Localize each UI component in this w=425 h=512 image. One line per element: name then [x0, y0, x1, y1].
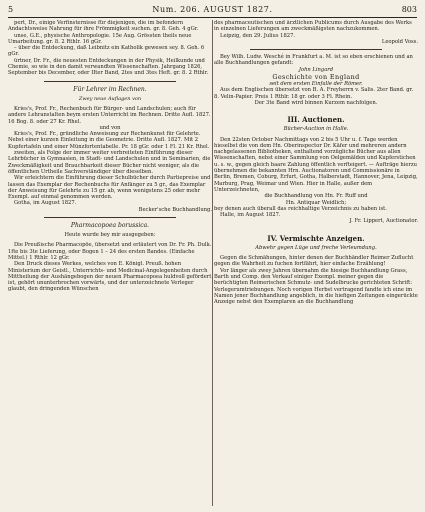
paragraph: unse, G.E., physische Anthropologie. 15e Aug. Grössten theils neue Umarbeitung. gr. 8. 2 Rthlr. 16 gGr. [8, 32, 192, 45]
paragraph: Aus dem Englischen übersetzt von B. A. Freyherrn v. Salis. 2ter Band. gr. 8. Velin-Papier. Preis 1 Rthlr. 18 gr. oder 3 Fl. Rhein. [214, 87, 414, 100]
header-left-number: 5 [8, 5, 14, 14]
place-date: Halle, im August 1827. [220, 212, 281, 219]
section-subheading: Abwehr gegen Lüge und freche Verleumdung. [255, 244, 377, 251]
paragraph: Bey Wilh. Ludw. Wesché in Frankfurt a. M. ist so eben erschienen und an alle Buchhandlungen gefandt: [214, 54, 413, 67]
author-name: John Lingard [298, 66, 334, 73]
section-heading: III. Auctionen. [287, 115, 345, 125]
divider [44, 217, 176, 218]
left-column [8, 20, 212, 293]
section-subtitle: Heute wurde bey mir ausgegeben: [64, 232, 156, 239]
paragraph: Der 3te Band wird binnen Kurzem nachfolgen. [254, 99, 378, 106]
signature: Leopold Voss. [381, 38, 418, 45]
divider [44, 81, 176, 82]
paragraph: Den 22sten October Nachmittags von 2 bis 5 Uhr u. f. Tage werden hieselbst die von dem Hn. Oberinspector Dr. Käfer und mehreren andern nachgelassenen Bibliotheken, enthaltend vorzügliche Bücher aus allen Wissenschaften, nebst einer Sammlung von Oelgemälden und Kupferstichen u. s. w., gegen gleich baare Zahlung öffentlich verfteigert. — Aufträge hierzu übernehmen die bekannten Hrn. Auctionatoren und Commissionäre in Berlin, Bremen, Coburg, Erfurt, Gotha, Halberstadt, Hannover, Jena, Leipzig, Marburg, Prag, Weimar und Wien. Hier in Halle, außer dem Unterzeichneten, [214, 136, 418, 193]
book-subtitle: seit dem ersten Einfalle der Römer. [269, 81, 363, 88]
paragraph: bey denen auch überall das reichhaltige Verzeichnis zu haben ist. [214, 205, 387, 212]
paragraph: Kries's, Prof. Fr., Rechenbuch für Bürger- und Landschulen; auch für andere Lehranstalten beym ersten Unterricht im Rechnen. Dritte Aufl. 1827. 16 Bog. 8. oder 27 Kr. Rhel. [8, 105, 211, 125]
column-divider [212, 20, 213, 506]
book-title: Geschichte von England [272, 73, 360, 82]
signature: Becker'sche Buchhandlung. [138, 206, 212, 213]
section-title: Pharmacopoea borussica. [70, 222, 150, 230]
divider [250, 49, 382, 50]
paragraph: – über die Entdeckung, daß Leibnitz ein Katholik gewesen sey. 8. Geh. 6 gGr. [8, 45, 205, 58]
page-header [8, 4, 417, 16]
paragraph: Die Preußische Pharmacopöe, übersetzt und erläutert von Dr. Fr. Ph. Dulk. 1fte bis 3te Lieferung, oder Bogen 1 – 24 des ersten Bandes. (Einfache Mittel.) 1 Rthlr. 12 gGr. [8, 242, 212, 261]
paragraph: Vor länger als zwey Jahren übernahm die hiesige Buchhandlung Grass, Barth und Comp. den Verkauf einiger Exempl. meiner gegen die berüchtigten Reimerischen Schmutz- und Sudelbrucke gerichteten Schrift: Verlegerumtriebungen. Noch vorigen Herbst vertragend fandte ich eine im Namen jener Buchhandlung angeblich, in die hiefigen Zeitungen eingerückte Anzeige nebst den Exemplaren an die Buchhandlung [214, 267, 418, 306]
paragraph: Den Druck dieses Werkes, welches von E. Königl. Preuß. hohen Ministerium der Geistl., Unterrichts- und Medicinal-Angelegenheiten durch Mittheilung der Aushängebogen der neuen Pharmacopoea huldvoll gefördert ist, gehört ununterbrochen vorwärts, und der unterzeichnete Verleger glaubt, den dringenden Wünschen [8, 261, 212, 293]
signature: J. Fr. Lippert, Auctionator. [349, 218, 418, 225]
place-date: Gotha, im August 1827. [14, 200, 77, 207]
header-page-number: 803 [401, 5, 417, 14]
section-subtitle: Zwey neue Auflagen von [78, 95, 142, 102]
paragraph: Gegen die Schmähungen, hinter denen der Buchhändler Reimer Zuflucht gegen die Wahrheit zu fuchen fortfährt, hier einfache Erzählung! [214, 255, 414, 268]
right-column [214, 20, 418, 305]
header-rule [8, 17, 417, 18]
section-title: Für Lehrer im Rechnen. [73, 85, 147, 93]
paragraph: Hn. Antiquar Weidlich; [285, 199, 347, 206]
section-heading: IV. Vermischte Anzeigen. [267, 233, 365, 243]
header-title: Num. 206. AUGUST 1827. [152, 5, 273, 14]
connector-text: und von [99, 124, 121, 131]
place-date: Leipzig, den 29. Julius 1827. [220, 32, 296, 39]
paragraph: zweiten, als Folge der immer weiter verbreiteten Einführung dieser Lehrbücher in Gymnasien, in Stadt- und Landschulen und in Seminarien, die Zweckmäßigkeit und Brauchbarkeit dieser Bücher nicht weniger, als die öffentlichen Urtheile Sachverständiger über dieselben. [8, 150, 211, 175]
paragraph: Kries's, Prof. Fr., gründliche Anweisung zur Rechenkunst für Gelehrte. Nebst einer kurzen Einleitung in die Geometrie. Dritte Aufl. 1827. Mit 2 Kupfertafeln und einer Münzfortentabelle. Pr. 18 gGr. oder 1 Fl. 21 Kr. Rhel. [8, 131, 210, 150]
paragraph: ürtner, Dr. Fr., die neuesten Entdeckungen in der Physik, Heilkunde und Chemie, so wie in den damit verwandten Wissenschaften. Jahrgang 1826, September bis December, oder IIter Band, 2tes und 3tes Heft. gr. 8. 2 Rthlr. [8, 57, 209, 77]
paragraph: Wir erleichtern die Einführung dieser Schulbücher durch Partiepreise und lassen das Exemplar der Rechenbuchs für Anfänger zu 5 gr., das Exemplar der Anweisung für Gelehrte zu 15 gr. ab, wenn wenigstens 25 oder mehr Exempl. auf einmal genommen werden. [8, 175, 211, 201]
section-subheading: Bücher-Auction in Halle. [283, 126, 349, 133]
paragraph: die Buchhandlung von Hn. Fr. Ruff und [264, 193, 368, 200]
paragraph: des pharmaceutischen und ärztlichen Publicums durch Ausgabe des Werks in einzelnen Lieferungen am zweckmäßigsten nachzukommen. [214, 20, 412, 33]
paragraph: pert, Dr., einige Verfinsternisse für diejenigen, die im befondern Andachtsweise Nahrung für ihre Frömmigkeit suchen. gr. 8. Geh. 4 gGr. [8, 20, 199, 33]
